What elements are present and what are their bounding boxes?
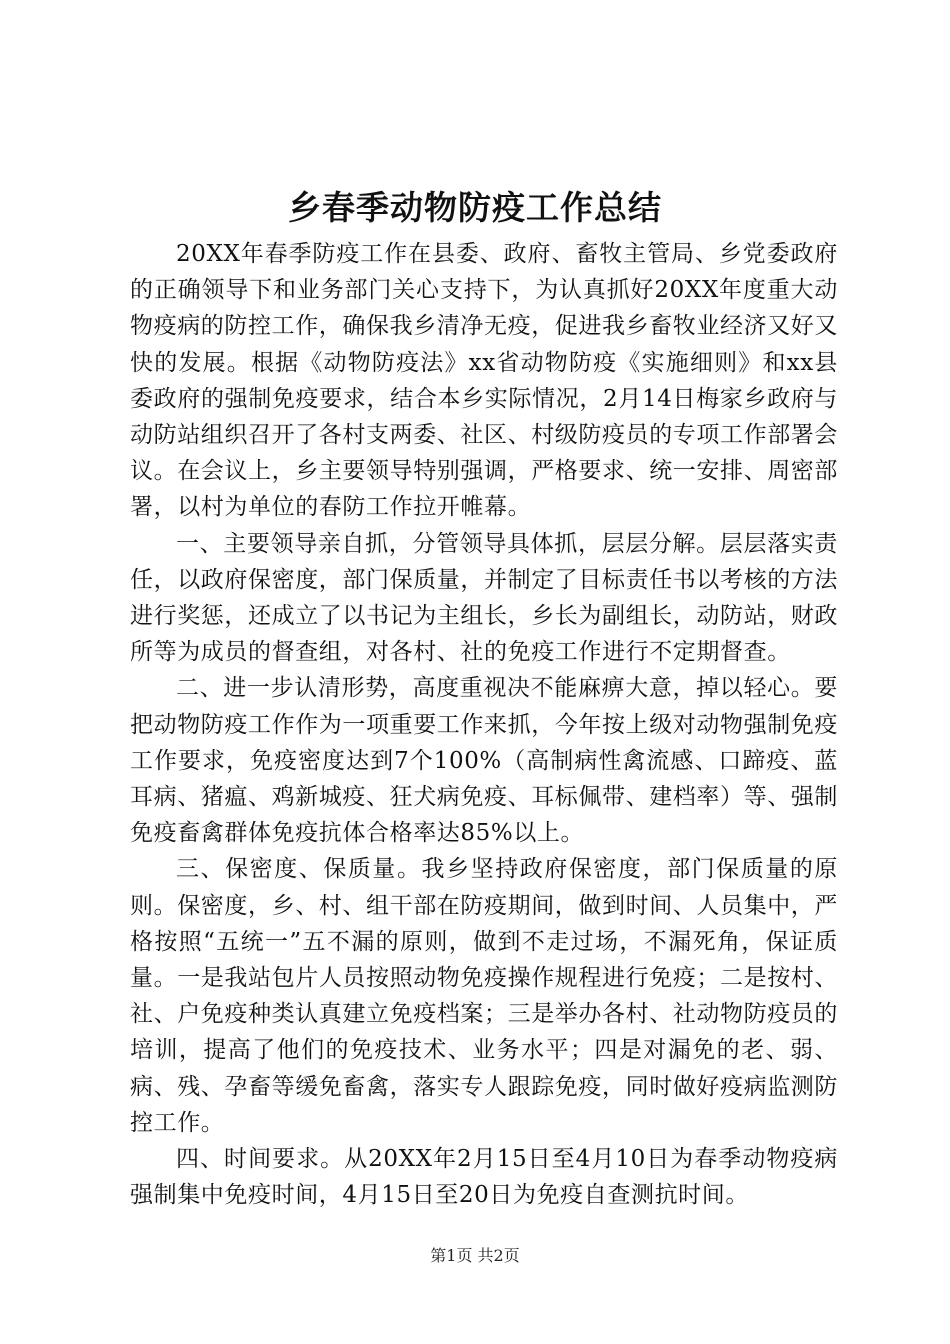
paragraph-section-2: 二、进一步认清形势，高度重视决不能麻痹大意，掉以轻心。要把动物防疫工作作为一项重要工作来抓，今年按上级对动物强制免疫工作要求，免疫密度达到7个100%（高制病性禽流感、口蹄疫、蓝耳病、猪瘟、鸡新城疫、狂犬病免疫、耳标佩带、建档率）等、强制免疫畜禽群体免疫抗体合格率达85%以上。 <box>130 675 838 847</box>
document-title: 乡春季动物防疫工作总结 <box>288 188 662 227</box>
paragraph-section-3: 三、保密度、保质量。我乡坚持政府保密度，部门保质量的原则。保密度，乡、村、组干部在防疫期间，做到时间、人员集中，严格按照“五统一”五不漏的原则，做到不走过场，不漏死角，保证质量。一是我站包片人员按照动物免疫操作规程进行免疫；二是按村、社、户免疫种类认真建立免疫档案；三是举办各村、社动物防疫员的培训，提高了他们的免疫技术、业务水平；四是对漏免的老、弱、病、残、孕畜等缓免畜禽，落实专人跟踪免疫，同时做好疫病监测防控工作。 <box>130 856 838 1136</box>
document-body <box>130 236 838 1213</box>
paragraph-section-4: 四、时间要求。从20XX年2月15日至4月10日为春季动物疫病强制集中免疫时间，4月15日至20日为免疫自查测抗时间。 <box>130 1146 838 1209</box>
paragraph-section-1: 一、主要领导亲自抓，分管领导具体抓，层层分解。层层落实责任，以政府保密度，部门保质量，并制定了目标责任书以考核的方法进行奖惩，还成立了以书记为主组长，乡长为副组长，动防站，财政所等为成员的督查组，对各村、社的免疫工作进行不定期督查。 <box>130 530 838 666</box>
paragraph-intro: 20XX年春季防疫工作在县委、政府、畜牧主管局、乡党委政府的正确领导下和业务部门关心支持下，为认真抓好20XX年度重大动物疫病的防控工作，确保我乡清净无疫，促进我乡畜牧业经济又好又快的发展。根据《动物防疫法》xx省动物防疫《实施细则》和xx县委政府的强制免疫要求，结合本乡实际情况，2月14日梅家乡政府与动防站组织召开了各村支两委、社区、村级防疫员的专项工作部署会议。在会议上，乡主要领导特别强调，严格要求、统一安排、周密部署，以村为单位的春防工作拉开帷幕。 <box>130 241 838 521</box>
page-number-footer: 第1页 共2页 <box>430 1246 520 1265</box>
